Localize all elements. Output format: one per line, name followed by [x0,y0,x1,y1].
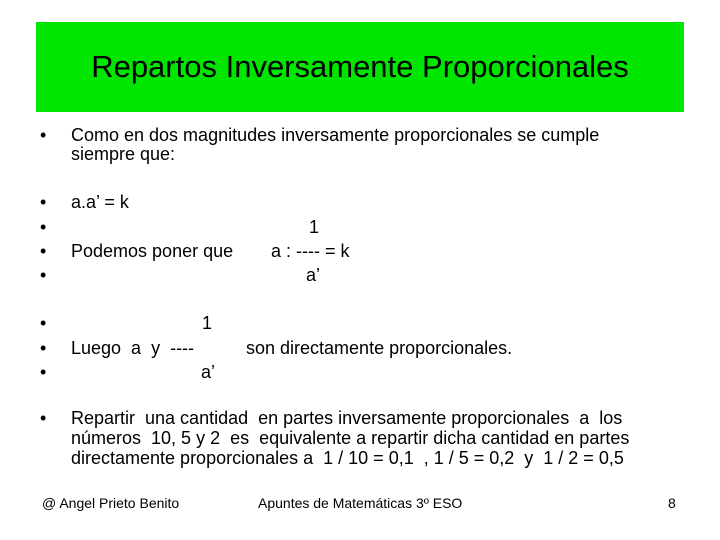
fraction-2-denominator: a’ [201,362,216,382]
repartir-line-3: directamente proporcionales a 1 / 10 = 0,1 , 1 / 5 = 0,2 y 1 / 2 = 0,5 [71,448,624,468]
title-banner [36,22,684,112]
intro-line-2: siempre que: [71,144,176,164]
bullet-marker: • [40,313,47,333]
bullet-marker: • [40,217,47,237]
bullet-marker: • [40,362,47,382]
slide-title: Repartos Inversamente Proporcionales [91,49,629,84]
bullet-marker: • [40,338,47,358]
podemos-text: Podemos poner que [71,241,234,261]
bullet-marker: • [40,265,47,285]
footer-author: @ Angel Prieto Benito [42,495,180,511]
bullet-marker: • [40,125,47,145]
bullet-marker: • [40,241,47,261]
footer-page-number: 8 [668,495,676,511]
repartir-line-2: números 10, 5 y 2 es equivalente a repartir dicha cantidad en partes [71,428,630,448]
product-formula: a.a’ = k [71,192,129,212]
bullet-marker: • [40,408,47,428]
intro-line-1: Como en dos magnitudes inversamente proporcionales se cumple [71,125,600,145]
fraction-1-equation: a : ---- = k [271,241,350,261]
bullet-marker: • [40,192,47,212]
fraction-1-numerator: 1 [309,217,320,237]
fraction-1-denominator: a’ [306,265,321,285]
footer-course: Apuntes de Matemáticas 3º ESO [258,495,463,511]
fraction-2-numerator: 1 [202,313,213,333]
repartir-line-1: Repartir una cantidad en partes inversamente proporcionales a los [71,408,623,428]
directamente-text: son directamente proporcionales. [246,338,513,358]
luego-text: Luego a y ---- [71,338,195,358]
